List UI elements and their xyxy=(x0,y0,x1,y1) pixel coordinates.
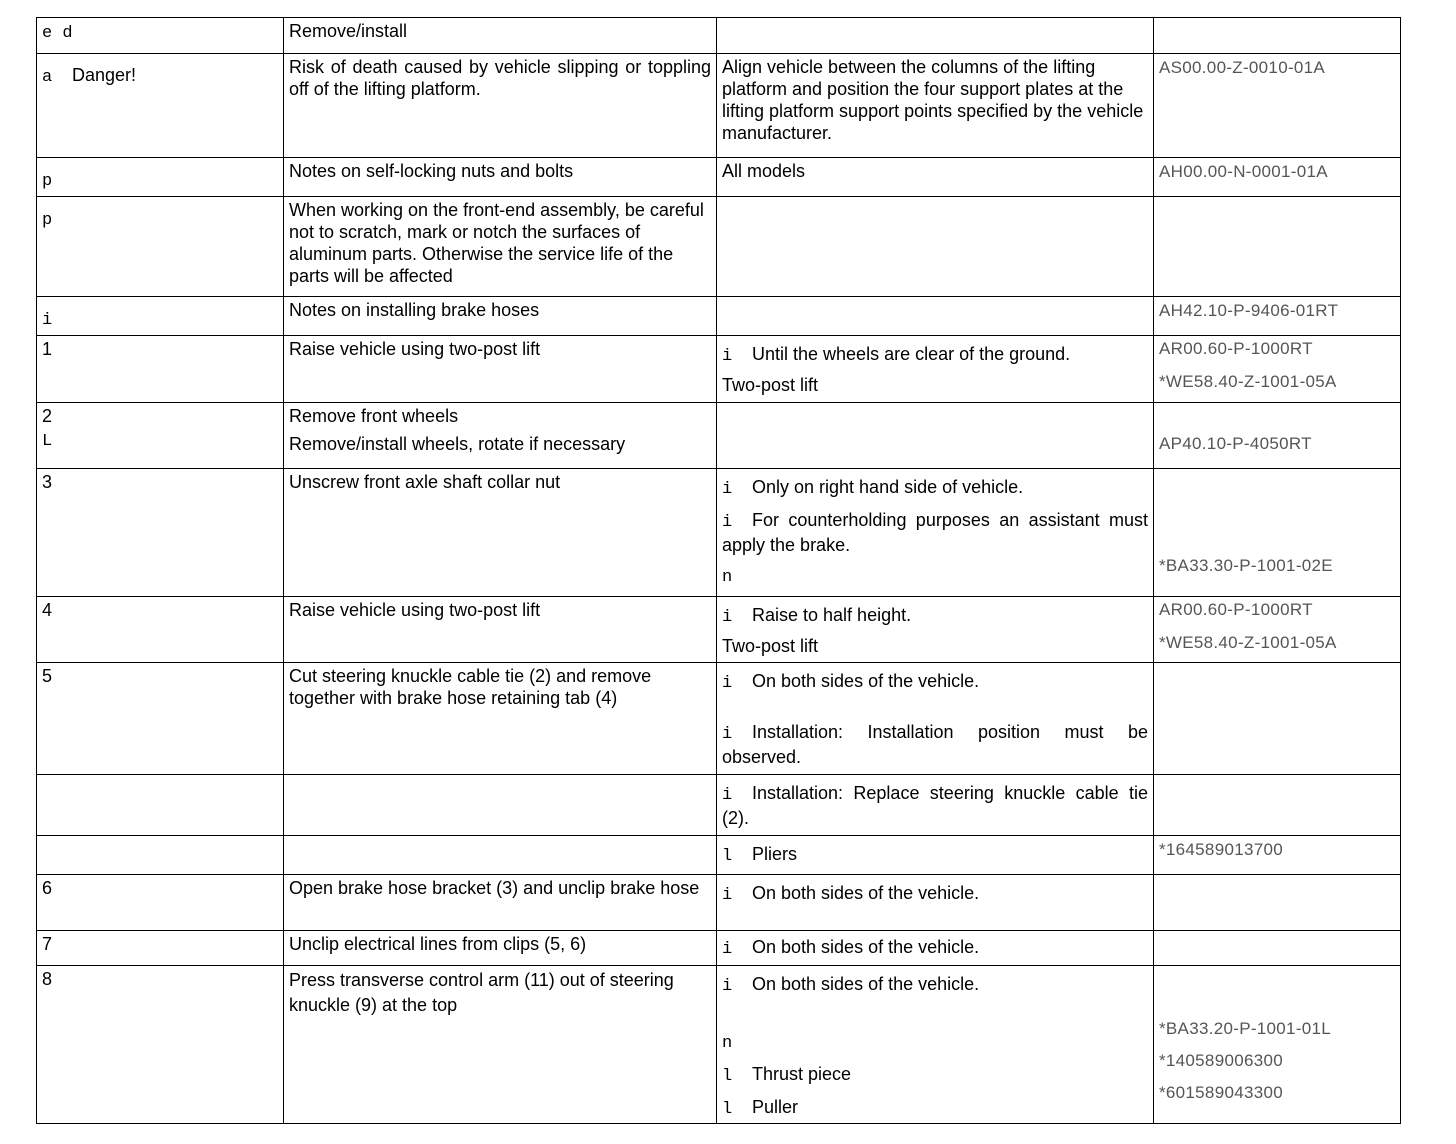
reference-code: AH42.10-P-9406-01RT xyxy=(1159,301,1339,320)
reference-cell xyxy=(1154,966,1401,1124)
table-row xyxy=(37,597,1401,663)
symbol-icon: e d xyxy=(42,24,73,43)
reference-code: *WE58.40-Z-1001-05A xyxy=(1159,372,1337,391)
danger-label: Danger! xyxy=(72,65,137,85)
reference-cell xyxy=(1154,469,1401,597)
reference-cell xyxy=(1154,775,1401,836)
notes-cell xyxy=(717,18,1154,54)
table-row xyxy=(37,403,1401,469)
notes-cell: All models xyxy=(717,158,1154,197)
info-icon: i xyxy=(722,480,733,499)
step-cell xyxy=(37,836,284,875)
table-row xyxy=(37,54,1401,158)
reference-code: *601589043300 xyxy=(1159,1083,1283,1102)
notes-cell: i Raise to half height. Two-post lift xyxy=(717,597,1154,663)
operation-cell: Notes on self-locking nuts and bolts xyxy=(284,158,717,197)
step-cell: 8 xyxy=(37,966,284,1124)
table-row xyxy=(37,931,1401,966)
operation-cell: Remove front wheels Remove/install wheels, rotate if necessary xyxy=(284,403,717,469)
step-cell xyxy=(37,54,284,158)
reference-cell xyxy=(1154,158,1401,197)
notes-cell: i On both sides of the vehicle. xyxy=(717,931,1154,966)
reference-cell xyxy=(1154,931,1401,966)
step-cell: 1 xyxy=(37,336,284,403)
reference-cell xyxy=(1154,197,1401,297)
table-row xyxy=(37,875,1401,931)
info-icon: i xyxy=(722,786,733,805)
table-row xyxy=(37,966,1401,1124)
step-cell xyxy=(37,775,284,836)
reference-cell xyxy=(1154,403,1401,469)
info-icon: i xyxy=(42,311,53,330)
operation-cell xyxy=(284,836,717,875)
step-cell: 4 xyxy=(37,597,284,663)
info-icon: i xyxy=(722,886,733,905)
info-icon: i xyxy=(722,725,733,744)
sub-step-icon: L xyxy=(42,432,53,451)
table-row xyxy=(37,775,1401,836)
notes-cell: Align vehicle between the columns of the lifting platform and position the four support plates at the lifting platform support points specified by the vehicle manufacturer. xyxy=(717,54,1154,158)
table-row xyxy=(37,197,1401,297)
operation-cell: Raise vehicle using two-post lift xyxy=(284,336,717,403)
reference-code: AS00.00-Z-0010-01A xyxy=(1159,58,1326,77)
reference-code: *140589006300 xyxy=(1159,1051,1283,1070)
reference-cell xyxy=(1154,18,1401,54)
reference-code: AR00.60-P-1000RT xyxy=(1159,339,1313,358)
notes-cell: i Installation: Replace steering knuckle cable tie (2). xyxy=(717,775,1154,836)
reference-code: *WE58.40-Z-1001-05A xyxy=(1159,633,1337,652)
note-icon: p xyxy=(42,211,53,230)
operation-cell: When working on the front-end assembly, be careful not to scratch, mark or notch the surfaces of aluminum parts. Otherwise the service life of the parts will be affected xyxy=(284,197,717,297)
notes-cell xyxy=(717,403,1154,469)
step-cell xyxy=(37,297,284,336)
step-cell xyxy=(37,18,284,54)
table-row xyxy=(37,297,1401,336)
notes-cell xyxy=(717,197,1154,297)
operation-cell: Risk of death caused by vehicle slipping or toppling off of the lifting platform. xyxy=(284,54,717,158)
table-row xyxy=(37,469,1401,597)
reference-cell xyxy=(1154,875,1401,931)
reference-cell xyxy=(1154,54,1401,158)
step-cell: 2 L xyxy=(37,403,284,469)
info-icon: i xyxy=(722,608,733,627)
notes-cell: i On both sides of the vehicle. n l Thrust piece l Puller xyxy=(717,966,1154,1124)
tool-icon: l xyxy=(722,1100,733,1119)
tool-note-icon: n xyxy=(722,1034,733,1053)
info-icon: i xyxy=(722,347,733,366)
reference-code: *BA33.20-P-1001-01L xyxy=(1159,1019,1332,1038)
operation-cell: Unscrew front axle shaft collar nut xyxy=(284,469,717,597)
reference-cell xyxy=(1154,836,1401,875)
reference-code: *164589013700 xyxy=(1159,840,1283,859)
notes-cell: i Until the wheels are clear of the ground. Two-post lift xyxy=(717,336,1154,403)
table-row xyxy=(37,663,1401,775)
table-row xyxy=(37,836,1401,875)
notes-cell: i On both sides of the vehicle. xyxy=(717,875,1154,931)
operation-cell: Notes on installing brake hoses xyxy=(284,297,717,336)
operation-cell: Open brake hose bracket (3) and unclip brake hose xyxy=(284,875,717,931)
tool-note-icon: n xyxy=(722,568,733,587)
operation-cell: Cut steering knuckle cable tie (2) and remove together with brake hose retaining tab (4) xyxy=(284,663,717,775)
info-icon: i xyxy=(722,513,733,532)
note-icon: p xyxy=(42,172,53,191)
operation-cell: Raise vehicle using two-post lift xyxy=(284,597,717,663)
reference-cell xyxy=(1154,336,1401,403)
step-cell: 5 xyxy=(37,663,284,775)
reference-code: AP40.10-P-4050RT xyxy=(1159,434,1312,453)
procedure-table xyxy=(36,17,1401,1124)
tool-icon: l xyxy=(722,847,733,866)
danger-icon: a xyxy=(42,68,53,87)
step-cell xyxy=(37,158,284,197)
operation-cell: Remove/install xyxy=(284,18,717,54)
notes-cell: i On both sides of the vehicle. i Installation: Installation position must be observed. xyxy=(717,663,1154,775)
step-cell: 7 xyxy=(37,931,284,966)
info-icon: i xyxy=(722,940,733,959)
info-icon: i xyxy=(722,977,733,996)
operation-cell: Press transverse control arm (11) out of steering knuckle (9) at the top xyxy=(284,966,717,1124)
step-cell xyxy=(37,197,284,297)
step-cell: 3 xyxy=(37,469,284,597)
operation-cell xyxy=(284,775,717,836)
table-row xyxy=(37,18,1401,54)
reference-cell xyxy=(1154,297,1401,336)
table-row xyxy=(37,158,1401,197)
tool-icon: l xyxy=(722,1067,733,1086)
notes-cell: i Only on right hand side of vehicle. i For counterholding purposes an assistant must apply the brake. n xyxy=(717,469,1154,597)
operation-cell: Unclip electrical lines from clips (5, 6) xyxy=(284,931,717,966)
table-row xyxy=(37,336,1401,403)
reference-cell xyxy=(1154,663,1401,775)
notes-cell xyxy=(717,297,1154,336)
reference-code: *BA33.30-P-1001-02E xyxy=(1159,556,1333,575)
reference-cell xyxy=(1154,597,1401,663)
info-icon: i xyxy=(722,674,733,693)
reference-code: AR00.60-P-1000RT xyxy=(1159,600,1313,619)
notes-cell: l Pliers xyxy=(717,836,1154,875)
step-cell: 6 xyxy=(37,875,284,931)
reference-code: AH00.00-N-0001-01A xyxy=(1159,162,1328,181)
